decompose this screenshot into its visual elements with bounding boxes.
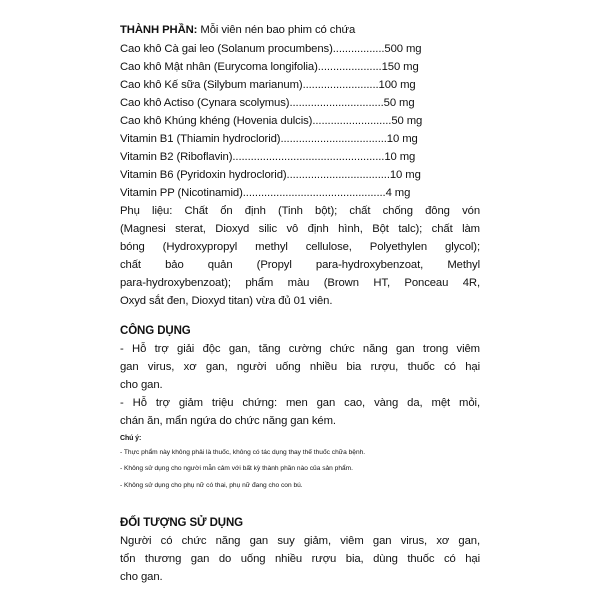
target-title: ĐỐI TƯỢNG SỬ DỤNG xyxy=(120,517,244,529)
ingredients-header xyxy=(120,23,355,37)
target-line: cho gan. xyxy=(120,571,163,583)
ingredient-item: Cao khô Mật nhân (Eurycoma longifolia).....................150 mg xyxy=(120,61,419,73)
note-item: - Thực phẩm này không phải là thuốc, không có tác dụng thay thế thuốc chữa bệnh. xyxy=(120,449,366,456)
uses-line: - Hỗ trợ giảm triệu chứng: men gan cao, vàng da, mệt mỏi, xyxy=(120,397,480,409)
uses-line: gan virus, xơ gan, người uống nhiều bia rượu, thuốc có hại xyxy=(120,361,480,373)
ingredient-item: Cao khô Cà gai leo (Solanum procumbens).................500 mg xyxy=(120,43,422,55)
ingredient-item: Vitamin B1 (Thiamin hydroclorid)...................................10 mg xyxy=(120,133,418,145)
excipients-line: para-hydroxybenzoat); phẩm màu (Brown HT, Ponceau 4R, xyxy=(120,277,480,289)
ingredient-item: Vitamin B6 (Pyridoxin hydroclorid)..................................10 mg xyxy=(120,169,421,181)
uses-line: cho gan. xyxy=(120,379,163,391)
note-item: - Không sử dụng cho phụ nữ có thai, phụ nữ đang cho con bú. xyxy=(120,482,303,489)
excipients-line: chất bảo quản (Propyl para-hydroxybenzoat, Methyl xyxy=(120,259,480,271)
ingredients-title: THÀNH PHẦN: xyxy=(120,24,198,36)
product-label xyxy=(120,20,480,600)
excipients-line: (Magnesi sterat, Dioxyd silic vô định hình, Bột talc); chất làm xyxy=(120,223,480,235)
note-item: - Không sử dụng cho người mẫn cảm với bất kỳ thành phần nào của sản phẩm. xyxy=(120,465,354,472)
ingredients-intro: Mỗi viên nén bao phim có chứa xyxy=(200,24,356,36)
ingredient-item: Vitamin B2 (Riboflavin)..................................................10 mg xyxy=(120,151,416,163)
target-line: tổn thương gan do uống nhiều rượu bia, dùng thuốc có hại xyxy=(120,553,480,565)
target-line: Người có chức năng gan suy giảm, viêm gan virus, xơ gan, xyxy=(120,535,480,547)
excipients-line: Phụ liệu: Chất ổn định (Tinh bột); chất chống đông vón xyxy=(120,205,480,217)
note-title: Chú ý: xyxy=(120,435,142,442)
uses-line: chán ăn, mẩn ngứa do chức năng gan kém. xyxy=(120,415,336,427)
excipients-line: Oxyd sắt đen, Dioxyd titan) vừa đủ 01 viên. xyxy=(120,295,333,307)
uses-line: - Hỗ trợ giải độc gan, tăng cường chức năng gan trong viêm xyxy=(120,343,480,355)
ingredient-item: Cao khô Khúng khéng (Hovenia dulcis)..........................50 mg xyxy=(120,115,423,127)
excipients-line: bóng (Hydroxypropyl methyl cellulose, Polyethylen glycol); xyxy=(120,241,480,253)
ingredient-item: Cao khô Kế sữa (Silybum marianum).........................100 mg xyxy=(120,79,416,91)
uses-title: CÔNG DỤNG xyxy=(120,325,191,337)
ingredient-item: Vitamin PP (Nicotinamid)...............................................4 mg xyxy=(120,187,411,199)
ingredient-item: Cao khô Actiso (Cynara scolymus)...............................50 mg xyxy=(120,97,415,109)
